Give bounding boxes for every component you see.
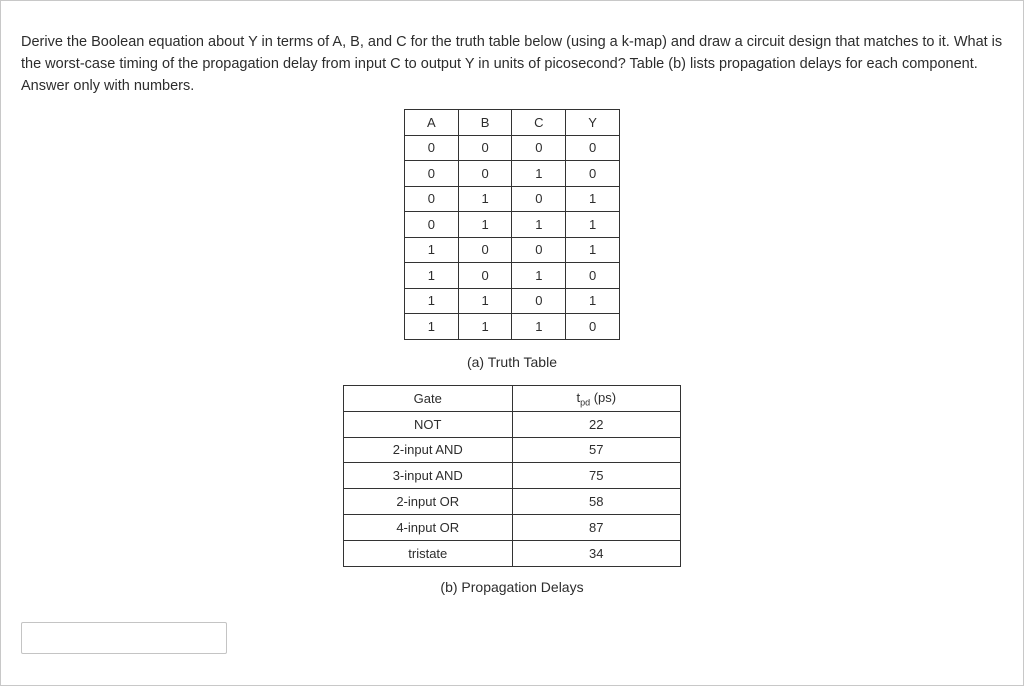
gate-name: tristate: [344, 540, 513, 566]
cell-a: 0: [405, 186, 459, 212]
gate-name: 2-input OR: [344, 489, 513, 515]
tpd-subscript: pd: [580, 397, 591, 408]
cell-y: 0: [566, 135, 620, 161]
gate-name: 2-input AND: [344, 437, 513, 463]
delay-table-header-row: [344, 386, 681, 412]
cell-b: 0: [458, 237, 512, 263]
table-row: [344, 540, 681, 566]
cell-c: 0: [512, 288, 566, 314]
cell-y: 1: [566, 212, 620, 238]
table-row: [405, 212, 620, 238]
header-tpd: [512, 386, 680, 412]
cell-a: 1: [405, 237, 459, 263]
cell-c: 0: [512, 135, 566, 161]
delay-table-caption: (b) Propagation Delays: [440, 579, 584, 595]
table-row: [405, 288, 620, 314]
table-row: [344, 489, 681, 515]
cell-b: 0: [458, 263, 512, 289]
gate-name: 3-input AND: [344, 463, 513, 489]
truth-table-header-row: [405, 110, 620, 136]
cell-y: 1: [566, 237, 620, 263]
gate-delay: 22: [512, 411, 680, 437]
header-b: B: [458, 110, 512, 136]
tpd-main: t: [576, 389, 581, 405]
table-row: [405, 237, 620, 263]
cell-a: 0: [405, 212, 459, 238]
header-a: A: [405, 110, 459, 136]
gate-delay: 87: [512, 514, 680, 540]
cell-a: 0: [405, 135, 459, 161]
cell-a: 1: [405, 288, 459, 314]
cell-y: 0: [566, 314, 620, 340]
table-row: [405, 314, 620, 340]
cell-c: 1: [512, 161, 566, 187]
cell-y: 1: [566, 186, 620, 212]
table-row: [344, 437, 681, 463]
cell-c: 0: [512, 186, 566, 212]
header-c: C: [512, 110, 566, 136]
header-y: Y: [566, 110, 620, 136]
question-text: Derive the Boolean equation about Y in terms of A, B, and C for the truth table below (using a k-map) and draw a circuit design that matches to it. What is the worst-case timing of the propagation delay from input C to output Y in units of picosecond? Table (b) lists propagation delays for each component. Answer only with numbers.: [21, 34, 1003, 94]
truth-table: [404, 109, 620, 340]
cell-c: 1: [512, 263, 566, 289]
cell-a: 1: [405, 263, 459, 289]
gate-delay: 34: [512, 540, 680, 566]
cell-y: 0: [566, 263, 620, 289]
gate-name: 4-input OR: [344, 514, 513, 540]
tpd-unit: (ps): [590, 389, 617, 405]
cell-c: 1: [512, 212, 566, 238]
cell-b: 0: [458, 135, 512, 161]
table-row: [405, 135, 620, 161]
table-row: [344, 463, 681, 489]
header-gate: Gate: [344, 386, 513, 412]
cell-b: 1: [458, 314, 512, 340]
answer-input[interactable]: [21, 622, 227, 654]
propagation-delay-table: [343, 385, 681, 567]
gate-delay: 58: [512, 489, 680, 515]
table-row: [405, 186, 620, 212]
cell-a: 0: [405, 161, 459, 187]
cell-c: 0: [512, 237, 566, 263]
cell-b: 1: [458, 288, 512, 314]
cell-b: 1: [458, 212, 512, 238]
gate-delay: 57: [512, 437, 680, 463]
cell-y: 1: [566, 288, 620, 314]
gate-name: NOT: [344, 411, 513, 437]
gate-delay: 75: [512, 463, 680, 489]
table-row: [344, 514, 681, 540]
cell-c: 1: [512, 314, 566, 340]
cell-a: 1: [405, 314, 459, 340]
table-row: [344, 411, 681, 437]
table-row: [405, 263, 620, 289]
table-row: [405, 161, 620, 187]
cell-b: 1: [458, 186, 512, 212]
truth-table-caption: (a) Truth Table: [466, 354, 557, 370]
cell-y: 0: [566, 161, 620, 187]
cell-b: 0: [458, 161, 512, 187]
